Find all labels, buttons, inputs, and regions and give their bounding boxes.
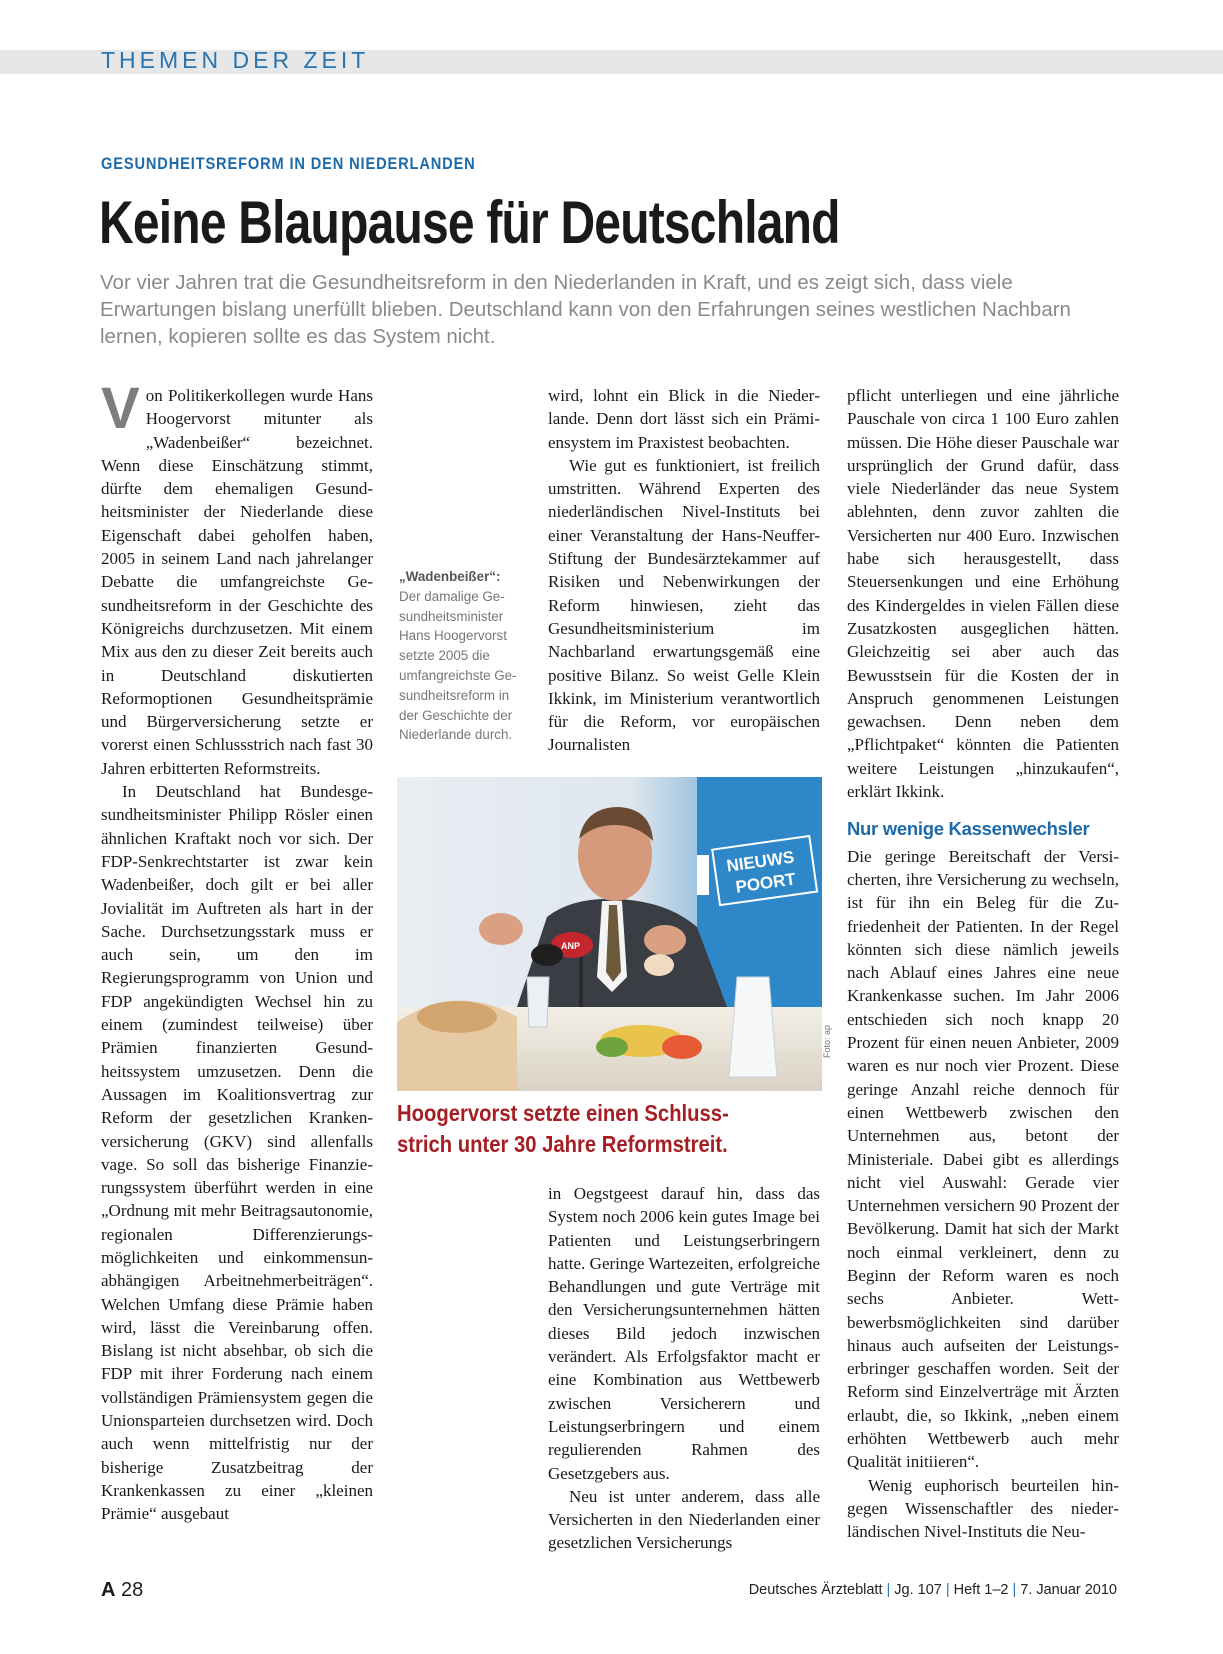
journal-name: Deutsches Ärzteblatt bbox=[748, 1582, 883, 1598]
drop-cap: V bbox=[101, 376, 140, 441]
image-caption bbox=[399, 567, 521, 745]
article-column-1 bbox=[101, 376, 373, 1526]
paragraph: Wie gut es funktioniert, ist freilich umstritten. Während Experten des niederländischen Nivel-Instituts bei einer Veranstaltung der Hans-Neuffer-Stiftung der Bundesärztekammer auf Risiken und Nebenwirkungen der Reform hinwiesen, zieht das Gesundheitsministerium im Nachbarland erwartungsgemäß eine positive Bilanz. So weist Gelle Klein Ikkink, im Ministerium verantwortlich für die Reform, vor europäischen Journalisten bbox=[548, 455, 820, 755]
caption-title: „Wadenbeißer“: bbox=[399, 569, 501, 584]
water-jug bbox=[729, 977, 777, 1077]
paragraph: Wenig euphorisch beurteilen hingegen Wissenschaftler des niederländischen Nivel-Instituts die Neu- bbox=[847, 1475, 1119, 1542]
hand-right bbox=[644, 925, 686, 955]
sign-text-2: POORT bbox=[734, 869, 797, 897]
page-number bbox=[101, 1579, 143, 1602]
microphone-black bbox=[531, 944, 563, 966]
paragraph: pflicht unterliegen und eine jährliche Pauschale von circa 1 100 Euro zahlen müssen. Die Höhe dieser Pauschale war ursprünglich der Grund dafür, dass viele Niederländer das neue System ablehnten, denn zuvor zahlten die Versicherten nur 400 Euro. Inzwischen habe sich herausgestellt, dass Steuersenkungen und eine Erhöhung des Kindergeldes in vielen Fällen diese Zusatzkosten ausgeglichen hätten. Gleichzeitig sei aber auch das Bewusstsein für die Kosten der in Anspruch genommenen Leistungen gewachsen. Denn neben dem „Pflichtpaket“ könnten die Patienten weitere Leistungen „hinzukaufen“, erklärt Ikkink. bbox=[847, 386, 1119, 802]
paragraph: Neu ist unter anderem, dass alle Versicherten in den Niederlanden einer gesetzlichen Versicherungs bbox=[548, 1486, 820, 1553]
journal-issue: Heft 1–2 bbox=[953, 1582, 1009, 1598]
paragraph bbox=[101, 376, 373, 780]
mic-label: ANP bbox=[561, 941, 581, 951]
paragraph: in Oegstgeest darauf hin, dass das System noch 2006 kein gutes Image bei Patienten und Leistungserbringern hatte. Geringe Wartezeiten, erfolgreiche Behandlungen und gute Verträge mit den Versicherungsunternehmen hätten dieses Bild jedoch inzwischen verändert. Als Erfolgsfaktor macht er eine Kombination aus Wettbewerb zwischen Versicherern und Leistungserbringern und einem regulierenden Rahmen des Gesetzgebers aus. bbox=[548, 1184, 820, 1483]
journal-date: 7. Januar 2010 bbox=[1020, 1582, 1117, 1598]
hand-left bbox=[479, 913, 523, 945]
article-lead: Vor vier Jahren trat die Gesundheitsreform in den Niederlanden in Kraft, und es zeigt sich, dass viele Erwartungen bislang unerfüllt blieben. Deutschland kann von den Erfahrungen seines westlichen Nachbarn lernen, kopieren sollte es das System nicht. bbox=[100, 271, 1071, 348]
paragraph: Die geringe Bereitschaft der Versicherten, ihre Versicherung zu wechseln, ist für ihn ein Beleg für die Zufriedenheit der Patienten. In der Regel könnten sich diese nämlich jeweils nach Ablauf eines Jahres eine neue Krankenkasse suchen. Im Jahr 2006 entschieden sich noch knapp 20 Prozent für einen neuen Anbieter, 2009 waren es nur noch vier Prozent. Diese geringe Anzahl reiche dennoch für einen Wettbewerb zwischen den Unternehmen aus, betont der Ministeriale. Dabei gibt es allerdings nicht viel Auswahl: Gerade vier Unternehmen versichern 90 Prozent der Bevölkerung. Damit hat sich der Markt noch einmal verkleinert, denn zu Beginn der Reform waren es noch sechs Anbieter. Wettbewerbsmöglichkeiten sind darüber hinaus auch aufseiten der Leistungserbringer geschaffen worden. Seit der Reform sind Einzelverträge mit Ärzten erlaubt, die, so Ikkink, „neben einem erhöhten Wettbewerb auch mehr Qualität initiieren“. bbox=[847, 846, 1119, 1472]
section-label: THEMEN DER ZEIT bbox=[101, 47, 370, 73]
page-number-value: 28 bbox=[121, 1579, 144, 1601]
glass bbox=[527, 977, 549, 1027]
article-column-2-bottom bbox=[548, 1182, 820, 1555]
journal-info: Deutsches Ärzteblatt | Jg. 107 | Heft 1–2 | 7. Januar 2010 bbox=[748, 1582, 1117, 1598]
page-prefix: A bbox=[101, 1579, 116, 1601]
article-photo bbox=[397, 777, 822, 1091]
article-column-2-top bbox=[548, 384, 820, 757]
article-column-3 bbox=[847, 384, 1119, 1544]
caption-text: Der damalige Gesundheitsminister Hans Hoogervorst setzte 2005 die umfangreichste Gesundheitsreform in der Geschichte der Niederlande durch. bbox=[399, 588, 517, 743]
photo-credit: Foto: ap bbox=[822, 1024, 832, 1058]
journal-volume: Jg. 107 bbox=[894, 1582, 942, 1598]
sign-logo bbox=[697, 855, 709, 895]
paragraph-text: on Politikerkollegen wurde Hans Hoogervorst mitunter als „Wadenbeißer“ bezeichnet. Wenn diese Einschätzung stimmt, dürfte dem ehemaligen Gesundheitsminister der Niederlande diese Eigenschaft dabei geholfen haben, 2005 in seinem Land nach jahrelanger Debatte die umfangreichste Gesundheitsreform in der Geschichte des Königreichs durchzusetzen. Mit einem Mix aus den zu dieser Zeit bereits auch in Deutschland diskutierten Reformoptionen Gesundheitsprämie und Bürgerversicherung setzte er vorerst einen Schlussstrich nach fast 30 Jahren erbitterten Reformstreits. bbox=[101, 386, 373, 778]
paragraph: wird, lohnt ein Blick in die Niederlande. Denn dort lässt sich ein Prämiensystem im Praxistest beobachten. bbox=[548, 386, 820, 452]
article-kicker: GESUNDHEITSREFORM IN DEN NIEDERLANDEN bbox=[101, 154, 476, 173]
paragraph: In Deutschland hat Bundesgesundheitsminister Philipp Rösler einen ähnlichen Kraftakt noch vor sich. Der FDP-Senkrechtstarter ist zwar kein Wadenbeißer, doch gilt er bei aller Jovialität im Auftreten als hart in der Sache. Durchsetzungsstark muss er auch sein, um den im Regierungsprogramm von Union und FDP angekündigten Wechsel hin zu einem (zumindest teilweise) über Prämien finanzierten Gesundheitssystem umzusetzen. Denn die Aussagen im Koalitionsvertrag zur Reform der gesetzlichen Krankenversicherung (GKV) sind allenfalls vage. So soll das bisherige Finanzierungssystem überführt werden in eine „Ordnung mit mehr Beitragsautonomie, regionalen Differenzierungsmöglichkeiten und einkommensunabhängigen Arbeitnehmerbeiträgen“. Welchen Umfang diese Prämie haben wird, lässt die Vereinbarung offen. Bislang ist nicht absehbar, ob sich die FDP mit ihrer Forderung nach einem vollständigen Prämiensystem gegen die Unionsparteien durchsetzen wird. Doch auch wenn mittelfristig nur der bisherige Zusatzbeitrag der Krankenkassen zu einer „kleinen Prämie“ ausgebaut bbox=[101, 782, 373, 1524]
sign-text-1: NIEUWS bbox=[725, 847, 796, 876]
microphone-white bbox=[644, 954, 674, 976]
article-headline: Keine Blaupause für Deutschland bbox=[99, 189, 840, 256]
photo-headline: Hoogervorst setzte einen Schlussstrich unter 30 Jahre Reformstreit. bbox=[397, 1100, 729, 1157]
section-subheading: Nur wenige Kassenwechsler bbox=[847, 818, 1090, 840]
